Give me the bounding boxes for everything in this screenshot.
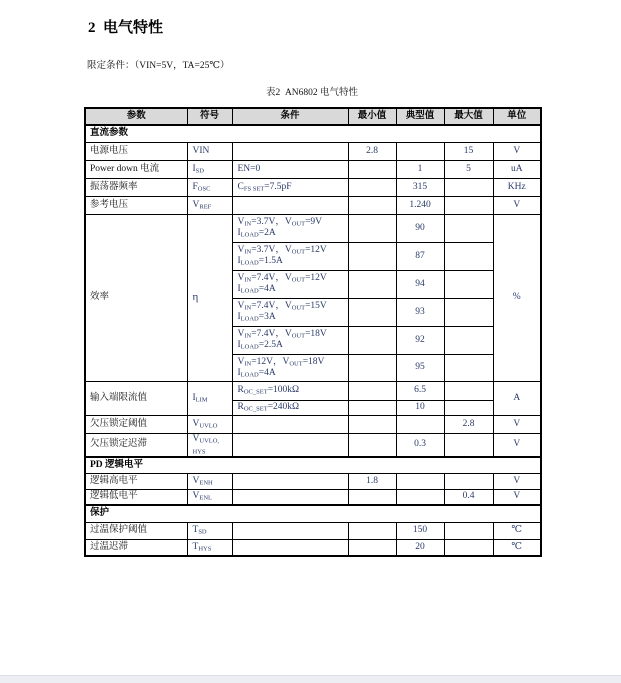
condition-cell: $V_{IN}=3.7V$，$V_{OUT}=12V$ $I_{LOAD}=1.5A$ <box>232 242 348 270</box>
condition-cell <box>232 539 348 556</box>
symbol-cell: $V_{ENH}$ <box>187 473 232 489</box>
typ-cell: 95 <box>396 354 444 381</box>
unit-cell: V <box>493 433 541 457</box>
unit-cell: A <box>493 381 541 415</box>
min-cell: 1.8 <box>348 473 396 489</box>
typ-cell <box>396 489 444 505</box>
param-cell: 过温保护阈值 <box>85 522 187 539</box>
unit-cell: % <box>493 214 541 381</box>
table-row-venl <box>85 489 541 505</box>
max-cell <box>444 381 493 400</box>
typ-cell: 87 <box>396 242 444 270</box>
condition-cell <box>232 196 348 214</box>
typ-cell: 6.5 <box>396 381 444 400</box>
typ-cell: 0.3 <box>396 433 444 457</box>
unit-cell: ℃ <box>493 522 541 539</box>
symbol-cell: $V_{UVLO,}$ $_{HYS}$ <box>187 433 232 457</box>
param-cell: 欠压锁定阈值 <box>85 415 187 433</box>
max-cell <box>444 522 493 539</box>
condition-cell <box>232 415 348 433</box>
column-header-min: 最小值 <box>348 108 396 125</box>
table-header-row <box>85 108 541 125</box>
param-cell: 振荡器频率 <box>85 178 187 196</box>
min-cell <box>348 242 396 270</box>
column-header-param: 参数 <box>85 108 187 125</box>
param-cell: 输入端限流值 <box>85 381 187 415</box>
unit-cell: V <box>493 196 541 214</box>
column-header-condition: 条件 <box>232 108 348 125</box>
min-cell <box>348 522 396 539</box>
max-cell <box>444 326 493 354</box>
symbol-cell: $V_{REF}$ <box>187 196 232 214</box>
electrical-characteristics-table <box>84 107 542 557</box>
condition-cell <box>232 522 348 539</box>
max-cell <box>444 539 493 556</box>
max-cell: 2.8 <box>444 415 493 433</box>
symbol-cell: $I_{LIM}$ <box>187 381 232 415</box>
max-cell <box>444 214 493 242</box>
typ-cell: 1 <box>396 160 444 178</box>
unit-cell: V <box>493 415 541 433</box>
unit-cell: ℃ <box>493 539 541 556</box>
typ-cell: 90 <box>396 214 444 242</box>
table-row-ilim-1 <box>85 381 541 400</box>
symbol-cell: $I_{SD}$ <box>187 160 232 178</box>
max-cell <box>444 242 493 270</box>
min-cell <box>348 270 396 298</box>
section-row-protect <box>85 505 541 522</box>
symbol-cell: $V_{ENL}$ <box>187 489 232 505</box>
typ-cell: 1.240 <box>396 196 444 214</box>
max-cell <box>444 400 493 415</box>
page-title: 2 电气特性 <box>88 20 164 36</box>
min-cell: 2.8 <box>348 142 396 160</box>
unit-cell: V <box>493 142 541 160</box>
condition-cell <box>232 489 348 505</box>
min-cell <box>348 160 396 178</box>
condition-cell: $V_{IN}=12V$，$V_{OUT}=18V$ $I_{LOAD}=4A$ <box>232 354 348 381</box>
condition-cell: $C_{FS SET}=7.5pF$ <box>232 178 348 196</box>
table-row-efficiency-1 <box>85 214 541 242</box>
section-label-dc: 直流参数 <box>85 125 541 142</box>
page-bottom-edge <box>0 675 621 683</box>
table-row-venh <box>85 473 541 489</box>
typ-cell: 92 <box>396 326 444 354</box>
test-conditions-text: 限定条件：（VIN=5V，TA=25℃） <box>87 61 230 71</box>
min-cell <box>348 196 396 214</box>
min-cell <box>348 433 396 457</box>
min-cell <box>348 214 396 242</box>
condition-cell <box>232 473 348 489</box>
table-row-tsd <box>85 522 541 539</box>
table-row-vref <box>85 196 541 214</box>
max-cell <box>444 473 493 489</box>
table-row-isd <box>85 160 541 178</box>
min-cell <box>348 326 396 354</box>
param-cell: 参考电压 <box>85 196 187 214</box>
typ-cell: 94 <box>396 270 444 298</box>
max-cell <box>444 196 493 214</box>
typ-cell: 315 <box>396 178 444 196</box>
typ-cell <box>396 473 444 489</box>
typ-cell <box>396 142 444 160</box>
symbol-cell: $T_{HYS}$ <box>187 539 232 556</box>
min-cell <box>348 400 396 415</box>
condition-cell: EN=0 <box>232 160 348 178</box>
max-cell: 5 <box>444 160 493 178</box>
condition-cell <box>232 433 348 457</box>
param-cell: 过温迟滞 <box>85 539 187 556</box>
condition-cell: $V_{IN}=7.4V$，$V_{OUT}=18V$ $I_{LOAD}=2.5A$ <box>232 326 348 354</box>
condition-cell: $R_{OC\_SET}=100k\Omega$ <box>232 381 348 400</box>
section-row-pd <box>85 457 541 473</box>
unit-cell: KHz <box>493 178 541 196</box>
param-cell: Power down 电流 <box>85 160 187 178</box>
min-cell <box>348 489 396 505</box>
min-cell <box>348 354 396 381</box>
param-cell: 欠压锁定迟滞 <box>85 433 187 457</box>
param-cell: 电源电压 <box>85 142 187 160</box>
table-caption: 表2 AN6802 电气特性 <box>265 88 359 98</box>
typ-cell: 10 <box>396 400 444 415</box>
section-label-pd: PD 逻辑电平 <box>85 457 541 473</box>
table-row-thys <box>85 539 541 556</box>
max-cell: 0.4 <box>444 489 493 505</box>
table-row-vuvlohys <box>85 433 541 457</box>
max-cell <box>444 433 493 457</box>
max-cell <box>444 178 493 196</box>
column-header-unit: 单位 <box>493 108 541 125</box>
condition-cell: $R_{OC\_SET}=240k\Omega$ <box>232 400 348 415</box>
condition-cell: $V_{IN}=7.4V$，$V_{OUT}=15V$ $I_{LOAD}=3A$ <box>232 298 348 326</box>
min-cell <box>348 381 396 400</box>
max-cell: 15 <box>444 142 493 160</box>
symbol-cell: η <box>187 214 232 381</box>
column-header-symbol: 符号 <box>187 108 232 125</box>
typ-cell <box>396 415 444 433</box>
param-cell: 逻辑低电平 <box>85 489 187 505</box>
symbol-cell: $V_{UVLO}$ <box>187 415 232 433</box>
max-cell <box>444 270 493 298</box>
typ-cell: 20 <box>396 539 444 556</box>
column-header-max: 最大值 <box>444 108 493 125</box>
typ-cell: 150 <box>396 522 444 539</box>
symbol-cell: VIN <box>187 142 232 160</box>
min-cell <box>348 298 396 326</box>
min-cell <box>348 415 396 433</box>
section-label-protect: 保护 <box>85 505 541 522</box>
unit-cell: V <box>493 473 541 489</box>
symbol-cell: $F_{OSC}$ <box>187 178 232 196</box>
min-cell <box>348 539 396 556</box>
table-row-fosc <box>85 178 541 196</box>
symbol-cell: $T_{SD}$ <box>187 522 232 539</box>
param-cell: 逻辑高电平 <box>85 473 187 489</box>
max-cell <box>444 298 493 326</box>
condition-cell <box>232 142 348 160</box>
param-cell: 效率 <box>85 214 187 381</box>
unit-cell: uA <box>493 160 541 178</box>
section-row-dc <box>85 125 541 142</box>
column-header-typ: 典型值 <box>396 108 444 125</box>
condition-cell: $V_{IN}=7.4V$，$V_{OUT}=12V$ $I_{LOAD}=4A$ <box>232 270 348 298</box>
condition-cell: $V_{IN}=3.7V$，$V_{OUT}=9V$ $I_{LOAD}=2A$ <box>232 214 348 242</box>
table-row-vuvlo <box>85 415 541 433</box>
max-cell <box>444 354 493 381</box>
table-row-vin <box>85 142 541 160</box>
min-cell <box>348 178 396 196</box>
unit-cell: V <box>493 489 541 505</box>
typ-cell: 93 <box>396 298 444 326</box>
